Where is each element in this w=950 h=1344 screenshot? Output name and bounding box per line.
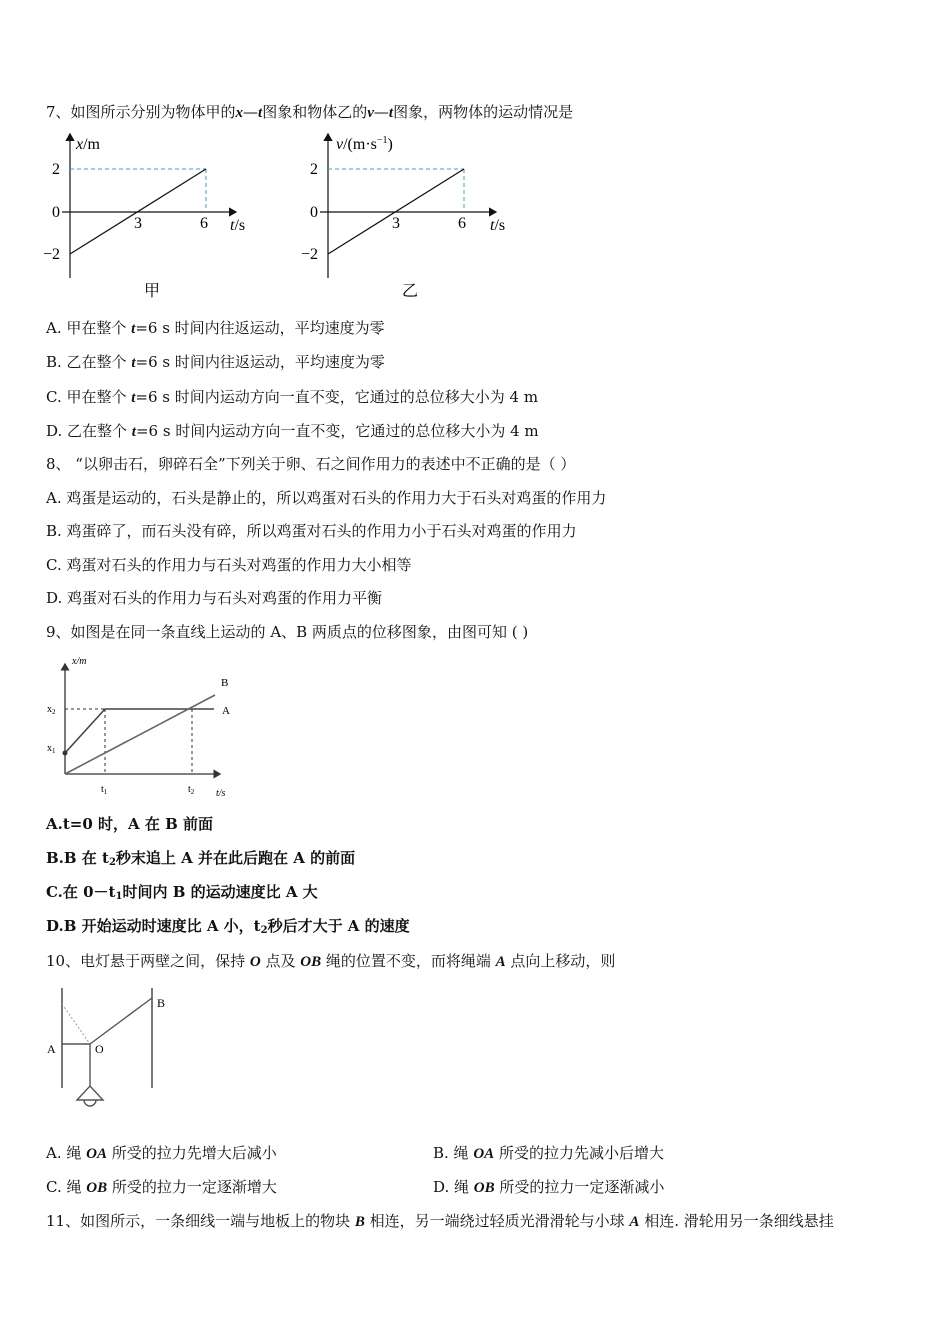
q7-option-b: B. 乙在整个 t=6 s 时间内往返运动，平均速度为零 <box>46 353 385 371</box>
q7-graph-jia <box>40 128 270 308</box>
label-a: A <box>222 705 230 717</box>
q9-option-b: B.B 在 $t_2$秒末追上 A 并在此后跑在 A 的前面 <box>46 849 356 868</box>
x-tick-6: 6 <box>200 215 208 232</box>
caption: 乙 <box>402 283 419 300</box>
label-b: B <box>157 996 166 1010</box>
q10-option-d: D. 绳 OB 所受的拉力一定逐渐减小 <box>433 1178 665 1196</box>
q8-option-d: D. 鸡蛋对石头的作用力与石头对鸡蛋的作用力平衡 <box>46 589 383 607</box>
x-tick-t2: $t_2$ <box>188 784 195 796</box>
q10-option-c: C. 绳 OB 所受的拉力一定逐渐增大 <box>46 1178 277 1196</box>
y-axis-label: x/m <box>72 656 87 667</box>
caption: 甲 <box>144 283 161 300</box>
label-a: A <box>47 1042 56 1056</box>
label-b: B <box>221 677 229 689</box>
x-tick-3: 3 <box>134 215 142 232</box>
q10-option-a: A. 绳 OA 所受的拉力先增大后减小 <box>46 1144 277 1162</box>
q8-option-a: A. 鸡蛋是运动的，石头是静止的，所以鸡蛋对石头的作用力大于石头对鸡蛋的作用力 <box>46 489 607 507</box>
q7-stem: 7、如图所示分别为物体甲的x—t图象和物体乙的v—t图象，两物体的运动情况是 <box>46 103 574 121</box>
q9-graph <box>44 650 244 802</box>
y-tick-2: 2 <box>310 161 318 178</box>
q8-option-c: C. 鸡蛋对石头的作用力与石头对鸡蛋的作用力大小相等 <box>46 556 412 574</box>
q7-option-d: D. 乙在整个 t=6 s 时间内运动方向一直不变，它通过的总位移大小为 4 m <box>46 422 539 440</box>
q7-option-a: A. 甲在整个 t=6 s 时间内往返运动，平均速度为零 <box>46 319 385 337</box>
y-axis-label: x/m <box>76 136 100 153</box>
y-tick-2: 2 <box>52 161 60 178</box>
y-tick-0: 0 <box>52 204 60 221</box>
y-axis-label: $v/(m\cdot s^{-1})$ <box>336 135 393 153</box>
q9-option-a: A.t=0 时，A 在 B 前面 <box>46 815 214 833</box>
rope-ob <box>90 998 152 1044</box>
rope-oa-dotted <box>62 1004 90 1044</box>
y-tick-0: 0 <box>310 204 318 221</box>
y-tick-neg2: −2 <box>43 246 61 263</box>
q9-stem: 9、如图是在同一条直线上运动的 A、B 两质点的位移图象，由图可知 ( ) <box>46 623 529 641</box>
q9-option-d: D.B 开始运动时速度比 A 小，$t_2$秒后才大于 A 的速度 <box>46 917 410 936</box>
lamp-shade <box>77 1086 103 1100</box>
q7-option-c: C. 甲在整个 t=6 s 时间内运动方向一直不变，它通过的总位移大小为 4 m <box>46 388 539 406</box>
x-axis-label: t/s <box>490 217 506 234</box>
x-axis-label: t/s <box>216 788 226 799</box>
y-tick-x1: $x_1$ <box>47 743 56 755</box>
q10-option-b: B. 绳 OA 所受的拉力先减小后增大 <box>433 1144 664 1162</box>
q11-stem: 11、如图所示，一条细线一端与地板上的物块 B 相连，另一端绕过轻质光滑滑轮与小球 A 相连. 滑轮用另一条细线悬挂 <box>46 1212 834 1230</box>
q8-option-b: B. 鸡蛋碎了，而石头没有碎，所以鸡蛋对石头的作用力小于石头对鸡蛋的作用力 <box>46 522 577 540</box>
q8-stem: 8、 “以卵击石，卵碎石全”下列关于卵、石之间作用力的表述中不正确的是（ ） <box>46 455 576 473</box>
point-x1 <box>63 751 68 756</box>
q10-figure <box>40 982 180 1117</box>
x-axis-label: t/s <box>230 217 246 234</box>
x-tick-3: 3 <box>392 215 400 232</box>
y-tick-neg2: −2 <box>301 246 319 263</box>
q9-option-c: C.在 $0-t_1$时间内 B 的运动速度比 A 大 <box>46 883 318 902</box>
y-tick-x2: $x_2$ <box>47 704 56 716</box>
label-o: O <box>95 1042 104 1056</box>
x-tick-6: 6 <box>458 215 466 232</box>
q7-graph-yi <box>298 128 538 308</box>
x-tick-t1: $t_1$ <box>101 784 108 796</box>
lamp-bulb <box>84 1100 96 1106</box>
q10-stem: 10、电灯悬于两壁之间，保持 O 点及 OB 绳的位置不变，而将绳端 A 点向上移动，则 <box>46 952 616 970</box>
